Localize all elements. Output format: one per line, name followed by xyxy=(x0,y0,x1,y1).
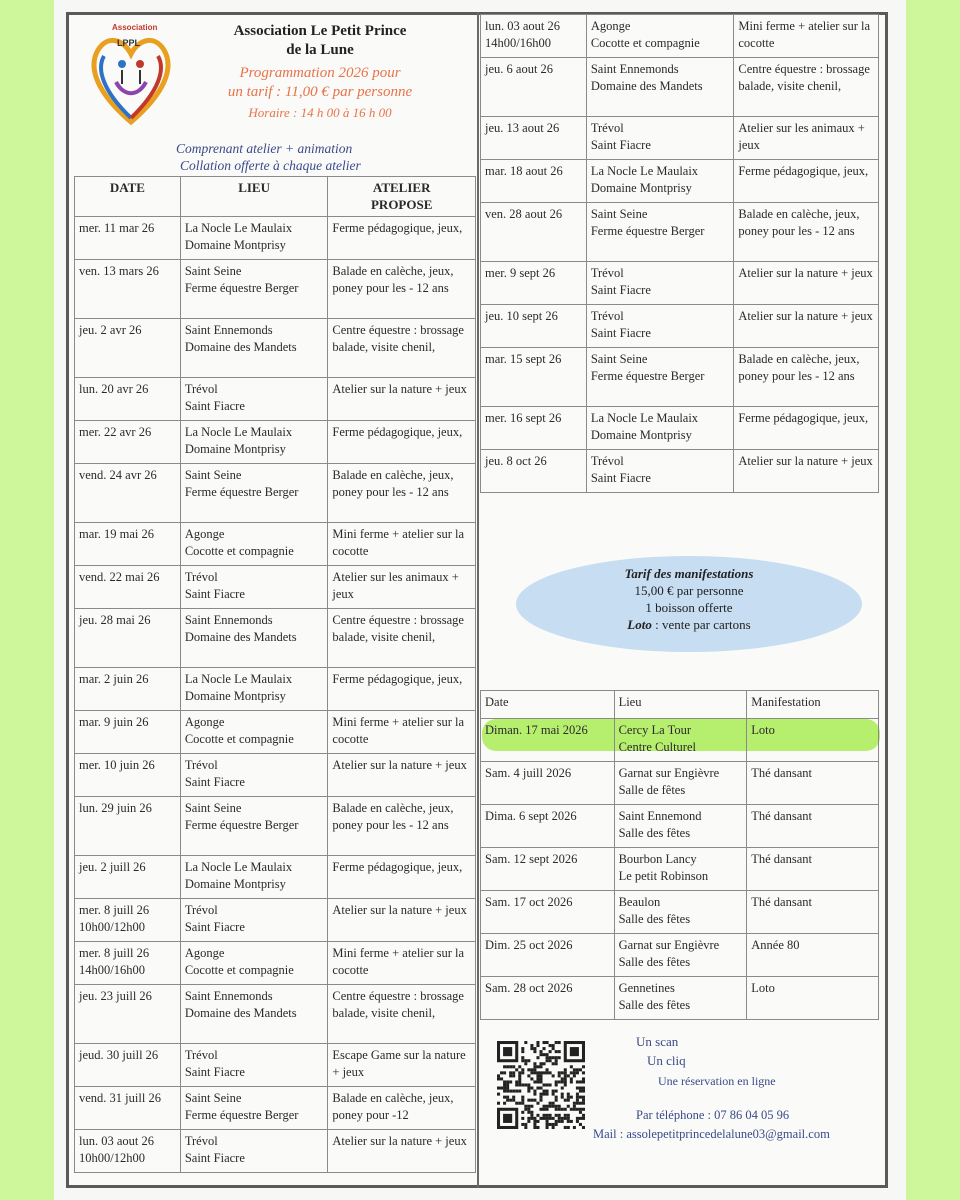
column-header-atelier: ATELIER PROPOSE xyxy=(328,177,476,217)
row-date: mer. 8 juill 26 14h00/16h00 xyxy=(75,942,181,985)
row-activity: Centre équestre : brossage balade, visite chenil, xyxy=(328,609,476,668)
table-row xyxy=(75,797,476,856)
row-date: jeud. 30 juill 26 xyxy=(75,1044,181,1087)
row-activity: Ferme pédagogique, jeux, xyxy=(734,160,879,203)
row-lieu-place: Saint Fiacre xyxy=(184,775,245,789)
pricing-drink: 1 boisson offerte xyxy=(645,600,733,615)
table-row xyxy=(481,407,879,450)
row-lieu-place: Salle des fêtes xyxy=(618,955,691,969)
table-row xyxy=(75,523,476,566)
row-lieu xyxy=(180,797,328,856)
pricing-title: Tarif des manifestations xyxy=(624,566,754,581)
row-lieu-place: Saint Fiacre xyxy=(590,471,651,485)
row-date: Sam. 17 oct 2026 xyxy=(481,891,615,934)
table-row xyxy=(481,262,879,305)
row-lieu-place: Ferme équestre Berger xyxy=(184,818,299,832)
includes-note xyxy=(176,140,436,174)
title-line-1: Association Le Petit Prince xyxy=(233,23,407,39)
row-date: mer. 11 mar 26 xyxy=(75,217,181,260)
row-lieu xyxy=(586,407,734,450)
row-lieu-place: Domaine Montprisy xyxy=(184,689,286,703)
row-lieu-town: Saint Ennemonds xyxy=(590,62,679,76)
row-date: jeu. 2 juill 26 xyxy=(75,856,181,899)
table-row xyxy=(75,421,476,464)
row-activity: Centre équestre : brossage balade, visite chenil, xyxy=(328,985,476,1044)
table-row xyxy=(75,711,476,754)
row-date: Dim. 25 oct 2026 xyxy=(481,934,615,977)
row-lieu-town: Cercy La Tour xyxy=(618,723,692,737)
row-date: jeu. 13 aout 26 xyxy=(481,117,587,160)
row-lieu-town: Trévol xyxy=(590,121,624,135)
row-date: vend. 22 mai 26 xyxy=(75,566,181,609)
row-lieu-town: Saint Seine xyxy=(184,468,242,482)
table-row xyxy=(75,668,476,711)
table-row xyxy=(75,1087,476,1130)
row-date: ven. 28 aout 26 xyxy=(481,203,587,262)
qr-code-icon[interactable] xyxy=(497,1039,585,1131)
table-row xyxy=(481,762,879,805)
row-lieu-town: Garnat sur Engièvre xyxy=(618,766,720,780)
table-row xyxy=(481,203,879,262)
row-date: lun. 20 avr 26 xyxy=(75,378,181,421)
table-row xyxy=(481,117,879,160)
row-lieu xyxy=(180,378,328,421)
row-lieu xyxy=(586,160,734,203)
row-lieu xyxy=(586,348,734,407)
row-lieu-town: Trévol xyxy=(590,309,624,323)
row-activity: Ferme pédagogique, jeux, xyxy=(734,407,879,450)
phone-contact: Par téléphone : 07 86 04 05 96 xyxy=(636,1108,790,1122)
row-activity: Atelier sur la nature + jeux xyxy=(734,305,879,348)
row-date: mer. 8 juill 26 10h00/12h00 xyxy=(75,899,181,942)
row-lieu-town: Saint Ennemonds xyxy=(184,989,273,1003)
scan-text: Un scan xyxy=(636,1034,679,1049)
row-lieu-town: Trévol xyxy=(184,758,218,772)
row-lieu-town: La Nocle Le Maulaix xyxy=(184,672,293,686)
table-row xyxy=(75,856,476,899)
row-lieu xyxy=(180,421,328,464)
row-lieu-town: Agonge xyxy=(590,19,631,33)
table-row xyxy=(75,566,476,609)
row-lieu-place: Salle des fêtes xyxy=(618,912,691,926)
row-date: Sam. 28 oct 2026 xyxy=(481,977,615,1020)
loto-text: : vente par cartons xyxy=(651,617,751,632)
schedule-table-right xyxy=(480,14,879,493)
row-lieu xyxy=(586,15,734,58)
row-activity: Ferme pédagogique, jeux, xyxy=(328,856,476,899)
row-lieu-town: La Nocle Le Maulaix xyxy=(184,425,293,439)
table-row xyxy=(75,319,476,378)
table-row xyxy=(75,1044,476,1087)
row-lieu-town: Agonge xyxy=(184,715,225,729)
row-lieu xyxy=(586,117,734,160)
row-lieu-town: Saint Ennemonds xyxy=(184,613,273,627)
row-date: Diman. 17 mai 2026 xyxy=(481,719,615,762)
row-lieu xyxy=(614,848,747,891)
row-activity: Mini ferme + atelier sur la cocotte xyxy=(328,711,476,754)
row-lieu-place: Salle des fêtes xyxy=(618,998,691,1012)
click-text: Un cliq xyxy=(647,1053,686,1068)
row-lieu-place: Domaine Montprisy xyxy=(590,181,692,195)
row-activity: Ferme pédagogique, jeux, xyxy=(328,217,476,260)
row-lieu-town: Trévol xyxy=(590,266,624,280)
online-booking-text: Une réservation en ligne xyxy=(658,1074,776,1088)
row-activity: Thé dansant xyxy=(747,762,879,805)
row-lieu-place: Saint Fiacre xyxy=(590,138,651,152)
row-date: lun. 03 aout 26 10h00/12h00 xyxy=(75,1130,181,1173)
table-row xyxy=(75,378,476,421)
row-date: mar. 18 aout 26 xyxy=(481,160,587,203)
row-activity: Balade en calèche, jeux, poney pour les - 12 ans xyxy=(328,797,476,856)
row-lieu xyxy=(180,260,328,319)
row-date: jeu. 6 aout 26 xyxy=(481,58,587,117)
row-lieu-town: Saint Seine xyxy=(184,801,242,815)
events-header-lieu: Lieu xyxy=(614,691,747,719)
table-row xyxy=(75,754,476,797)
row-activity: Balade en calèche, jeux, poney pour -12 xyxy=(328,1087,476,1130)
table-row xyxy=(481,848,879,891)
table-row xyxy=(481,805,879,848)
hours-text: Horaire : 14 h 00 à 16 h 00 xyxy=(248,105,392,120)
row-lieu-town: Trévol xyxy=(590,454,624,468)
column-header-date: DATE xyxy=(75,177,181,217)
row-date: vend. 24 avr 26 xyxy=(75,464,181,523)
row-lieu-town: Saint Seine xyxy=(590,352,648,366)
row-lieu-town: Garnat sur Engièvre xyxy=(618,938,720,952)
logo-initials: LPPL xyxy=(117,38,141,48)
table-row xyxy=(481,450,879,493)
row-activity: Balade en calèche, jeux, poney pour les - 12 ans xyxy=(328,464,476,523)
row-lieu-place: Domaine Montprisy xyxy=(184,238,286,252)
programme-line-1: Programmation 2026 pour xyxy=(239,65,401,81)
row-activity: Loto xyxy=(747,719,879,762)
email-contact[interactable]: Mail : assolepetitprincedelalune03@gmail.com xyxy=(593,1127,830,1141)
row-lieu-place: Domaine Montprisy xyxy=(184,442,286,456)
association-title xyxy=(200,22,440,60)
row-lieu-place: Salle des fêtes xyxy=(618,826,691,840)
row-date: mar. 19 mai 26 xyxy=(75,523,181,566)
column-divider xyxy=(477,12,479,1188)
row-lieu xyxy=(614,977,747,1020)
logo-caption: Association xyxy=(112,23,158,32)
row-date: lun. 29 juin 26 xyxy=(75,797,181,856)
table-row xyxy=(481,934,879,977)
row-date: mer. 9 sept 26 xyxy=(481,262,587,305)
row-lieu xyxy=(180,566,328,609)
schedule-table-left xyxy=(74,176,476,1173)
row-lieu-place: Domaine des Mandets xyxy=(184,340,297,354)
table-row xyxy=(481,15,879,58)
row-lieu xyxy=(586,305,734,348)
row-date: mar. 2 juin 26 xyxy=(75,668,181,711)
row-lieu-place: Salle de fêtes xyxy=(618,783,686,797)
row-lieu-town: Agonge xyxy=(184,527,225,541)
pricing-oval xyxy=(516,556,862,652)
row-lieu xyxy=(180,319,328,378)
row-lieu-town: Agonge xyxy=(184,946,225,960)
row-lieu xyxy=(180,856,328,899)
row-lieu-town: Saint Seine xyxy=(184,1091,242,1105)
row-lieu-town: La Nocle Le Maulaix xyxy=(590,411,699,425)
row-lieu xyxy=(180,899,328,942)
row-date: mer. 22 avr 26 xyxy=(75,421,181,464)
row-lieu xyxy=(180,1087,328,1130)
row-activity: Thé dansant xyxy=(747,891,879,934)
row-lieu xyxy=(180,985,328,1044)
row-date: mer. 10 juin 26 xyxy=(75,754,181,797)
row-lieu-place: Cocotte et compagnie xyxy=(184,732,294,746)
row-lieu xyxy=(614,934,747,977)
row-activity: Atelier sur la nature + jeux xyxy=(328,378,476,421)
row-lieu xyxy=(586,58,734,117)
row-activity: Atelier sur la nature + jeux xyxy=(734,262,879,305)
row-lieu-place: Saint Fiacre xyxy=(184,1151,245,1165)
table-row xyxy=(75,217,476,260)
row-lieu xyxy=(614,762,747,805)
row-lieu-town: Trévol xyxy=(184,903,218,917)
events-table xyxy=(480,690,879,1020)
row-lieu xyxy=(180,1044,328,1087)
row-activity: Mini ferme + atelier sur la cocotte xyxy=(328,942,476,985)
pricing-price: 15,00 € par personne xyxy=(634,583,744,598)
row-date: lun. 03 aout 26 14h00/16h00 xyxy=(481,15,587,58)
row-lieu-town: Trévol xyxy=(184,570,218,584)
programme-line-2: un tarif : 11,00 € par personne xyxy=(227,84,413,100)
row-activity: Mini ferme + atelier sur la cocotte xyxy=(328,523,476,566)
row-date: mar. 9 juin 26 xyxy=(75,711,181,754)
events-header-manifestation: Manifestation xyxy=(747,691,879,719)
row-lieu-place: Saint Fiacre xyxy=(590,326,651,340)
title-line-2: de la Lune xyxy=(286,42,354,58)
row-activity: Centre équestre : brossage balade, visite chenil, xyxy=(734,58,879,117)
row-lieu-place: Domaine des Mandets xyxy=(184,1006,297,1020)
row-lieu-place: Saint Fiacre xyxy=(184,1065,245,1079)
row-lieu-place: Cocotte et compagnie xyxy=(184,544,294,558)
row-lieu-place: Domaine des Mandets xyxy=(590,79,703,93)
row-lieu-place: Domaine Montprisy xyxy=(590,428,692,442)
table-row xyxy=(481,891,879,934)
row-lieu-town: La Nocle Le Maulaix xyxy=(590,164,699,178)
table-row xyxy=(481,348,879,407)
row-date: ven. 13 mars 26 xyxy=(75,260,181,319)
row-lieu-place: Ferme équestre Berger xyxy=(590,369,705,383)
row-lieu-town: Saint Ennemonds xyxy=(184,323,273,337)
row-lieu xyxy=(180,1130,328,1173)
events-header-date: Date xyxy=(481,691,615,719)
row-date: Dima. 6 sept 2026 xyxy=(481,805,615,848)
table-row xyxy=(481,160,879,203)
row-date: jeu. 23 juill 26 xyxy=(75,985,181,1044)
row-activity: Ferme pédagogique, jeux, xyxy=(328,421,476,464)
row-activity: Atelier sur la nature + jeux xyxy=(734,450,879,493)
row-lieu-place: Ferme équestre Berger xyxy=(590,224,705,238)
row-activity: Thé dansant xyxy=(747,848,879,891)
row-date: jeu. 28 mai 26 xyxy=(75,609,181,668)
row-lieu-town: Saint Seine xyxy=(184,264,242,278)
row-lieu-place: Ferme équestre Berger xyxy=(184,485,299,499)
row-lieu-place: Saint Fiacre xyxy=(184,587,245,601)
pricing-loto xyxy=(516,616,862,633)
row-date: mar. 15 sept 26 xyxy=(481,348,587,407)
table-row xyxy=(75,260,476,319)
row-lieu xyxy=(180,464,328,523)
table-row xyxy=(75,464,476,523)
row-lieu-town: Saint Seine xyxy=(590,207,648,221)
row-activity: Balade en calèche, jeux, poney pour les - 12 ans xyxy=(734,203,879,262)
row-activity: Atelier sur les animaux + jeux xyxy=(734,117,879,160)
row-lieu xyxy=(180,668,328,711)
row-lieu xyxy=(614,891,747,934)
column-header-lieu: LIEU xyxy=(180,177,328,217)
row-lieu-town: Trévol xyxy=(184,1134,218,1148)
table-row xyxy=(481,977,879,1020)
table-row xyxy=(75,942,476,985)
row-lieu-town: Bourbon Lancy xyxy=(618,852,697,866)
row-activity: Atelier sur la nature + jeux xyxy=(328,1130,476,1173)
row-date: mer. 16 sept 26 xyxy=(481,407,587,450)
row-lieu xyxy=(180,711,328,754)
row-activity: Escape Game sur la nature + jeux xyxy=(328,1044,476,1087)
table-row xyxy=(75,609,476,668)
row-lieu-town: Saint Ennemond xyxy=(618,809,702,823)
row-activity: Ferme pédagogique, jeux, xyxy=(328,668,476,711)
row-lieu xyxy=(586,203,734,262)
row-activity: Balade en calèche, jeux, poney pour les - 12 ans xyxy=(328,260,476,319)
row-lieu-place: Centre Culturel xyxy=(618,740,696,754)
row-date: jeu. 2 avr 26 xyxy=(75,319,181,378)
row-lieu-town: Beaulon xyxy=(618,895,661,909)
table-row xyxy=(75,899,476,942)
table-row xyxy=(481,58,879,117)
row-lieu-place: Ferme équestre Berger xyxy=(184,281,299,295)
row-lieu-place: Domaine des Mandets xyxy=(184,630,297,644)
row-lieu-place: Cocotte et compagnie xyxy=(184,963,294,977)
row-lieu-place: Saint Fiacre xyxy=(590,283,651,297)
row-lieu-place: Cocotte et compagnie xyxy=(590,36,700,50)
includes-line-1: Comprenant atelier + animation xyxy=(176,141,353,156)
row-date: vend. 31 juill 26 xyxy=(75,1087,181,1130)
row-activity: Thé dansant xyxy=(747,805,879,848)
row-lieu xyxy=(180,217,328,260)
row-activity: Mini ferme + atelier sur la cocotte xyxy=(734,15,879,58)
row-activity: Année 80 xyxy=(747,934,879,977)
loto-label: Loto xyxy=(627,617,652,632)
row-lieu-town: Trévol xyxy=(184,1048,218,1062)
row-activity: Loto xyxy=(747,977,879,1020)
table-row xyxy=(481,719,879,762)
table-row xyxy=(75,985,476,1044)
row-lieu xyxy=(586,262,734,305)
row-activity: Atelier sur la nature + jeux xyxy=(328,754,476,797)
row-activity: Atelier sur la nature + jeux xyxy=(328,899,476,942)
row-lieu xyxy=(180,942,328,985)
row-date: Sam. 4 juill 2026 xyxy=(481,762,615,805)
row-lieu-place: Ferme équestre Berger xyxy=(184,1108,299,1122)
row-lieu-town: La Nocle Le Maulaix xyxy=(184,221,293,235)
row-lieu xyxy=(180,523,328,566)
programme-heading xyxy=(200,64,440,102)
row-lieu-place: Saint Fiacre xyxy=(184,920,245,934)
row-lieu-town: Trévol xyxy=(184,382,218,396)
row-lieu-place: Le petit Robinson xyxy=(618,869,709,883)
table-row xyxy=(75,1130,476,1173)
row-lieu-town: Gennetines xyxy=(618,981,675,995)
row-lieu xyxy=(614,719,747,762)
row-date: jeu. 10 sept 26 xyxy=(481,305,587,348)
includes-line-2: Collation offerte à chaque atelier xyxy=(180,158,361,173)
row-date: jeu. 8 oct 26 xyxy=(481,450,587,493)
row-lieu xyxy=(180,754,328,797)
row-lieu-town: La Nocle Le Maulaix xyxy=(184,860,293,874)
row-activity: Balade en calèche, jeux, poney pour les - 12 ans xyxy=(734,348,879,407)
row-lieu xyxy=(586,450,734,493)
row-activity: Atelier sur les animaux + jeux xyxy=(328,566,476,609)
row-lieu-place: Saint Fiacre xyxy=(184,399,245,413)
row-lieu xyxy=(614,805,747,848)
row-lieu-place: Domaine Montprisy xyxy=(184,877,286,891)
table-row xyxy=(481,305,879,348)
row-date: Sam. 12 sept 2026 xyxy=(481,848,615,891)
row-lieu xyxy=(180,609,328,668)
row-activity: Centre équestre : brossage balade, visite chenil, xyxy=(328,319,476,378)
